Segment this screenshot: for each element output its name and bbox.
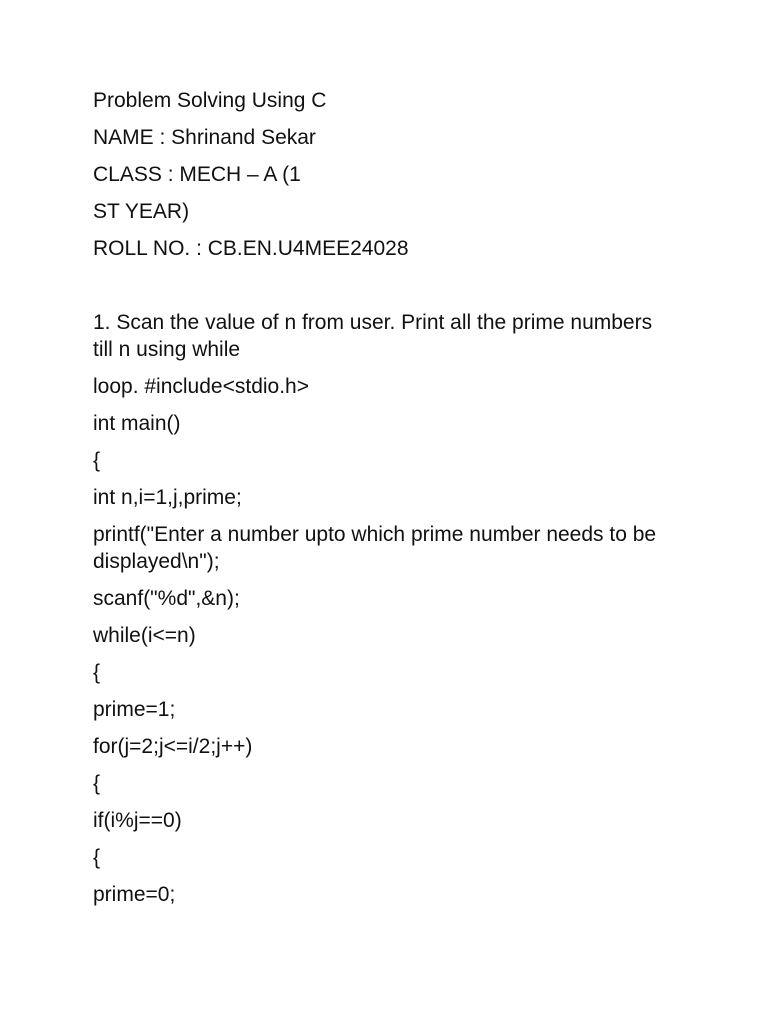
code-line: prime=1; xyxy=(93,698,176,721)
code-line: int n,i=1,j,prime; xyxy=(93,486,242,509)
code-line: scanf("%d",&n); xyxy=(93,587,240,610)
question-continuation: loop. #include<stdio.h> xyxy=(93,375,309,398)
question-text: 1. Scan the value of n from user. Print all the prime numbers till n using while xyxy=(93,311,653,361)
student-name: NAME : Shrinand Sekar xyxy=(93,126,316,149)
subject-title: Problem Solving Using C xyxy=(93,89,327,112)
code-line-printf: printf("Enter a number upto which prime number needs to be displayed\n"); xyxy=(93,523,657,573)
code-line: { xyxy=(93,449,101,472)
class-line-1: CLASS : MECH – A (1 xyxy=(93,163,301,186)
code-line: int main() xyxy=(93,412,181,435)
code-line: for(j=2;j<=i/2;j++) xyxy=(93,735,253,758)
class-line-2: ST YEAR) xyxy=(93,200,190,223)
code-line: prime=0; xyxy=(93,883,176,906)
roll-number: ROLL NO. : CB.EN.U4MEE24028 xyxy=(93,237,409,260)
code-line: if(i%j==0) xyxy=(93,809,182,832)
code-line: while(i<=n) xyxy=(93,624,196,647)
code-line: { xyxy=(93,846,101,869)
code-line: { xyxy=(93,772,101,795)
code-line: { xyxy=(93,661,101,684)
